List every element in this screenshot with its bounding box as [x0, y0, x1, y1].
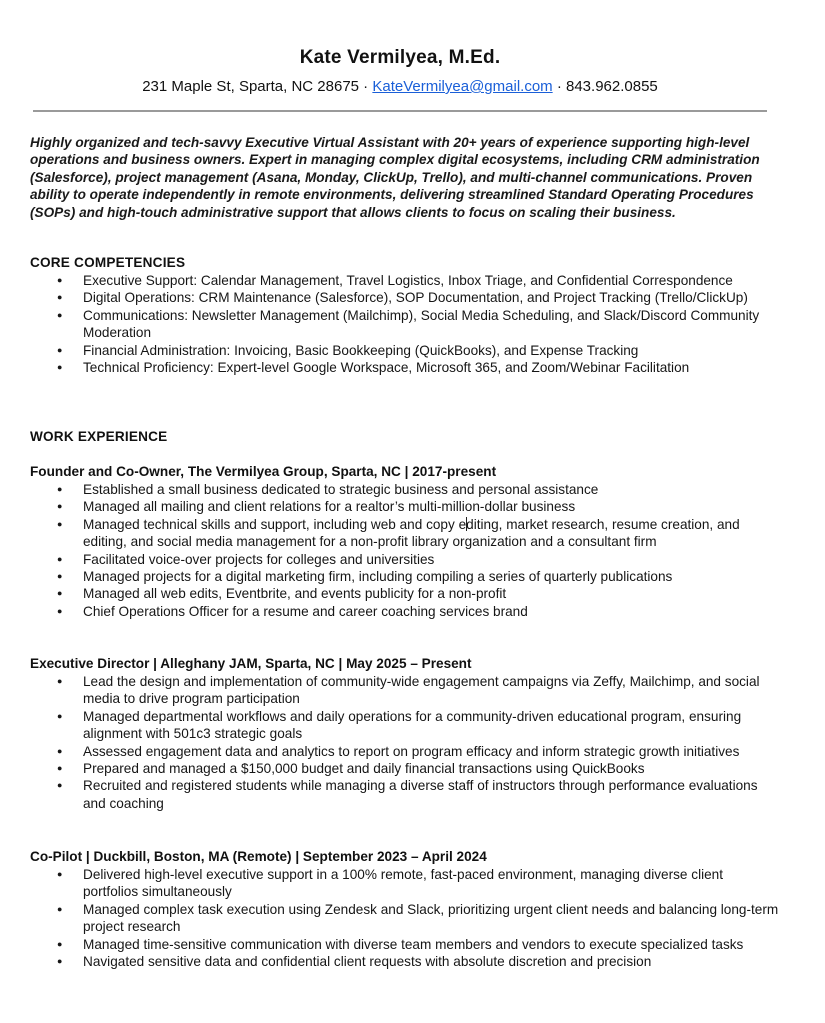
address: 231 Maple St, Sparta, NC 28675 — [142, 78, 360, 95]
list-item[interactable]: ● Recruited and registered students while managing a diverse staff of instructors through performance evaluations and coaching — [0, 777, 780, 812]
job-title-duckbill: Co-Pilot | Duckbill, Boston, MA (Remote) | September 2023 – April 2024 — [30, 849, 487, 864]
section-heading-core-competencies: CORE COMPETENCIES — [30, 255, 186, 270]
contact-line — [0, 78, 800, 95]
list-item[interactable]: ● Navigated sensitive data and confidential client requests with absolute discretion and precision — [0, 953, 780, 970]
job-bullets-vermilyea-group — [0, 481, 780, 620]
list-item[interactable]: ● Executive Support: Calendar Management, Travel Logistics, Inbox Triage, and Confidential Correspondence — [0, 272, 780, 289]
section-heading-work-experience: WORK EXPERIENCE — [30, 429, 168, 444]
list-item[interactable]: ● Managed time-sensitive communication with diverse team members and vendors to execute specialized tasks — [0, 936, 780, 953]
list-item[interactable]: ● Facilitated voice-over projects for colleges and universities — [0, 551, 780, 568]
list-item[interactable]: ● Prepared and managed a $150,000 budget and daily financial transactions using QuickBooks — [0, 760, 780, 777]
list-item[interactable]: ● Managed all mailing and client relations for a realtor’s multi-million-dollar business — [0, 498, 780, 515]
job-bullets-duckbill — [0, 866, 780, 970]
core-competencies-list — [0, 272, 780, 376]
professional-summary[interactable]: Highly organized and tech-savvy Executive Virtual Assistant with 20+ years of experience supporting high-level operations and business owners. Expert in managing complex digital ecosystems, including CRM administration (Salesforce), project management (Asana, Monday, ClickUp, Trello), and multi-channel communications. Proven ability to operate independently in remote environments, delivering streamlined Standard Operating Procedures (SOPs) and high-touch administrative support that allows clients to focus on scaling their business. — [30, 135, 760, 220]
list-item[interactable]: ● Financial Administration: Invoicing, Basic Bookkeeping (QuickBooks), and Expense Tracking — [0, 342, 780, 359]
phone: 843.962.0855 — [566, 78, 658, 95]
list-item[interactable]: ● Managed complex task execution using Zendesk and Slack, prioritizing urgent client needs and balancing long-term project research — [0, 901, 780, 936]
list-item[interactable]: ● Managed projects for a digital marketing firm, including compiling a series of quarterly publications — [0, 568, 780, 585]
job-title-vermilyea-group: Founder and Co-Owner, The Vermilyea Group, Sparta, NC | 2017-present — [30, 464, 497, 479]
job-bullets-alleghany-jam — [0, 673, 780, 812]
text-after-cursor: diting, market research, resume creation, and editing, and social media management for a non-profit library organization and a consultant firm — [83, 516, 740, 550]
list-item[interactable]: ● Technical Proficiency: Expert-level Google Workspace, Microsoft 365, and Zoom/Webinar Facilitation — [0, 359, 780, 376]
list-item[interactable]: ● Established a small business dedicated to strategic business and personal assistance — [0, 481, 780, 498]
separator: · — [359, 78, 373, 95]
list-item[interactable]: ● Delivered high-level executive support in a 100% remote, fast-paced environment, managing diverse client portfolios simultaneously — [0, 866, 780, 901]
job-title-alleghany-jam: Executive Director | Alleghany JAM, Sparta, NC | May 2025 – Present — [30, 656, 472, 671]
separator: · — [552, 78, 566, 95]
list-item[interactable]: ● Managed departmental workflows and daily operations for a community-driven educational program, ensuring alignment with 501c3 strategic goals — [0, 708, 780, 743]
list-item[interactable]: ● Managed all web edits, Eventbrite, and events publicity for a non-profit — [0, 585, 780, 602]
list-item[interactable]: ● Digital Operations: CRM Maintenance (Salesforce), SOP Documentation, and Project Tracking (Trello/ClickUp) — [0, 289, 780, 306]
list-item[interactable]: ● Lead the design and implementation of community-wide engagement campaigns via Zeffy, Mailchimp, and social media to drive program participation — [0, 673, 780, 708]
candidate-name: Kate Vermilyea, M.Ed. — [299, 47, 501, 68]
list-item[interactable]: ● Assessed engagement data and analytics to report on program efficacy and inform strategic growth initiatives — [0, 743, 780, 760]
header-divider — [33, 110, 767, 112]
list-item[interactable]: ● Communications: Newsletter Management (Mailchimp), Social Media Scheduling, and Slack/Discord Community Moderation — [0, 307, 780, 342]
text-before-cursor: Managed technical skills and support, including web and copy e — [83, 516, 467, 532]
list-item[interactable] — [0, 516, 780, 551]
list-item[interactable]: ● Chief Operations Officer for a resume and career coaching services brand — [0, 603, 780, 620]
email-link[interactable]: KateVermilyea@gmail.com — [372, 78, 553, 95]
